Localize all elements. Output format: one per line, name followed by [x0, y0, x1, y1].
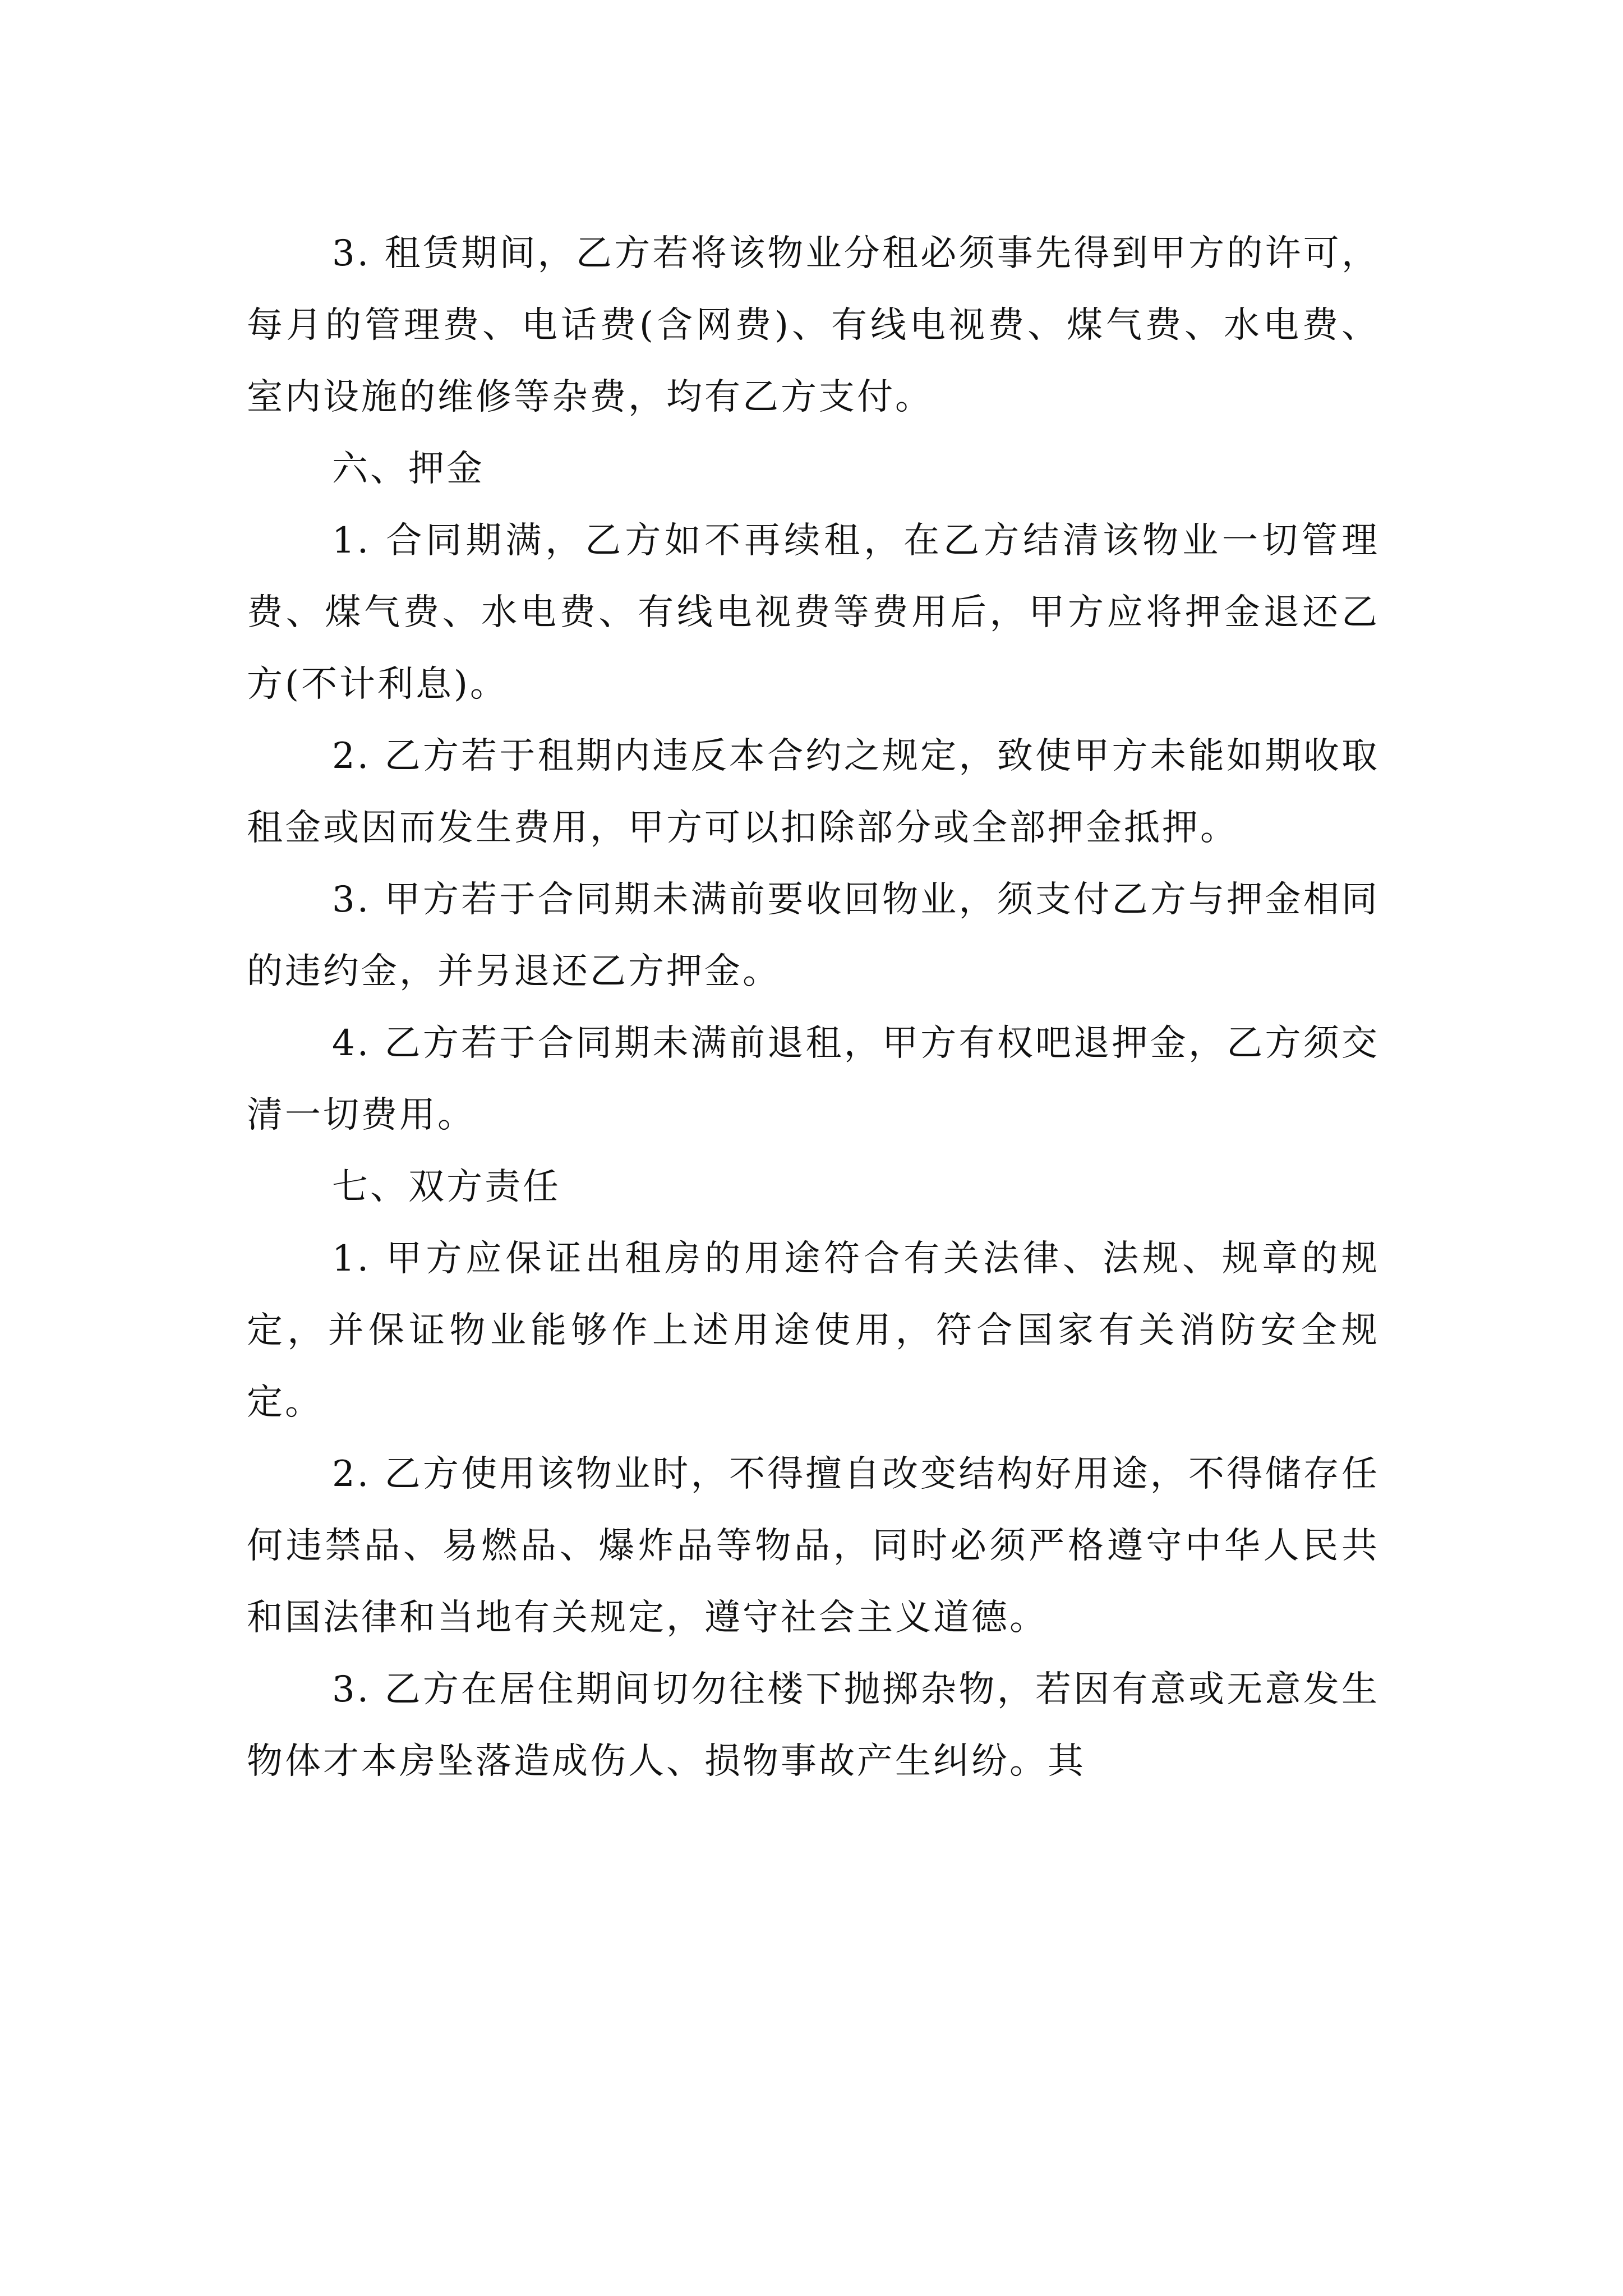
- clause-7-3: 3. 乙方在居住期间切勿往楼下抛掷杂物，若因有意或无意发生物体才本房坠落造成伤人、损物事故产生纠纷。其: [247, 1669, 1380, 1782]
- section-heading-responsibilities: 七、双方责任: [332, 1166, 561, 1208]
- clause-6-2: 2. 乙方若于租期内违反本合约之规定，致使甲方未能如期收取租金或因而发生费用，甲方可以扣除部分或全部押金抵押。: [247, 735, 1380, 849]
- section-heading-deposit: 六、押金: [332, 448, 485, 490]
- clause-7-2: 2. 乙方使用该物业时，不得擅自改变结构好用途，不得储存任何违禁品、易燃品、爆炸品等物品，同时必须严格遵守中华人民共和国法律和当地有关规定，遵守社会主义道德。: [247, 1453, 1380, 1639]
- clause-6-3: 3. 甲方若于合同期未满前要收回物业，须支付乙方与押金相同的违约金，并另退还乙方押金。: [247, 879, 1380, 992]
- clause-5-3: 3. 租赁期间，乙方若将该物业分租必须事先得到甲方的许可，每月的管理费、电话费(含网费)、有线电视费、煤气费、水电费、室内设施的维修等杂费，均有乙方支付。: [247, 233, 1380, 418]
- document-body: [247, 218, 1380, 1797]
- clause-7-1: 1. 甲方应保证出租房的用途符合有关法律、法规、规章的规定，并保证物业能够作上述用途使用，符合国家有关消防安全规定。: [247, 1238, 1380, 1423]
- clause-6-1: 1. 合同期满，乙方如不再续租，在乙方结清该物业一切管理费、煤气费、水电费、有线电视费等费用后，甲方应将押金退还乙方(不计利息)。: [247, 520, 1380, 705]
- clause-6-4: 4. 乙方若于合同期未满前退租，甲方有权吧退押金，乙方须交清一切费用。: [247, 1023, 1380, 1136]
